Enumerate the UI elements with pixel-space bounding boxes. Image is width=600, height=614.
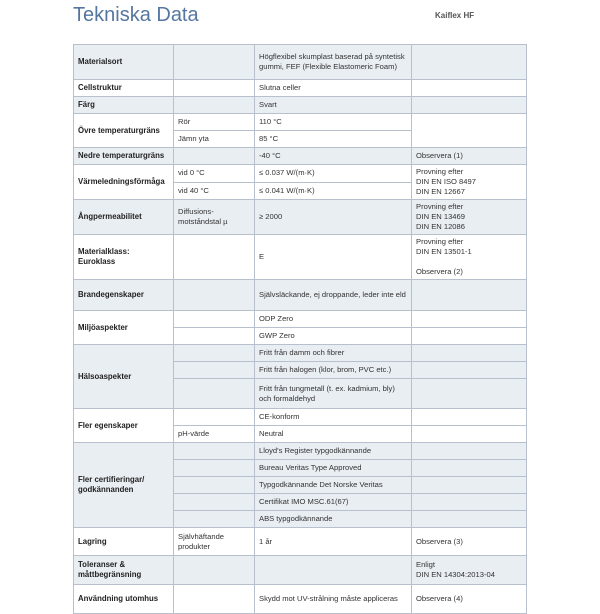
sub-empty xyxy=(174,556,255,585)
value-varme-2: ≤ 0.041 W/(m·K) xyxy=(255,182,412,200)
sub-empty xyxy=(174,443,255,460)
value-fler-cert-3: Typgodkännande Det Norske Veritas xyxy=(255,477,412,494)
label-materialklass xyxy=(74,235,174,280)
note-empty xyxy=(412,45,527,80)
note-angperm-line2: DIN EN 13469 xyxy=(416,212,465,221)
label-angperm: Ångpermeabilitet xyxy=(74,200,174,235)
note-empty xyxy=(412,97,527,114)
row-nedre xyxy=(74,148,527,165)
label-ovre: Övre temperaturgräns xyxy=(74,114,174,148)
row-angperm xyxy=(74,200,527,235)
sub-empty xyxy=(174,328,255,345)
note-varme-line1: Provning efter xyxy=(416,167,464,176)
label-miljo: Miljöaspekter xyxy=(74,311,174,345)
label-fler-cert xyxy=(74,443,174,528)
note-materialklass-line1: Provning efter xyxy=(416,237,464,246)
value-farg: Svart xyxy=(255,97,412,114)
note-empty xyxy=(412,426,527,443)
label-materialklass-line2: Euroklass xyxy=(78,257,116,266)
row-halso-1 xyxy=(74,345,527,362)
note-materialklass xyxy=(412,235,527,280)
note-nedre: Observera (1) xyxy=(412,148,527,165)
value-materialklass: E xyxy=(255,235,412,280)
note-angperm xyxy=(412,200,527,235)
note-varme-line2: DIN EN ISO 8497 xyxy=(416,177,476,186)
note-varme xyxy=(412,165,527,200)
sub-lagring: Självhäftande produkter xyxy=(174,528,255,556)
sub-empty xyxy=(174,494,255,511)
note-materialklass-line2: DIN EN 13501-1 xyxy=(416,247,472,256)
sub-ovre-2: Jämn yta xyxy=(174,131,255,148)
product-name: Kaiflex HF xyxy=(435,11,475,20)
sub-empty xyxy=(174,460,255,477)
note-empty xyxy=(412,511,527,528)
row-varme-1 xyxy=(74,165,527,183)
page-title: Tekniska Data xyxy=(73,4,199,26)
row-toleranser xyxy=(74,556,527,585)
sub-empty xyxy=(174,80,255,97)
note-empty xyxy=(412,328,527,345)
value-halso-2: Fritt från halogen (klor, brom, PVC etc.) xyxy=(255,362,412,379)
value-miljo-1: ODP Zero xyxy=(255,311,412,328)
row-brand xyxy=(74,280,527,311)
value-angperm: ≥ 2000 xyxy=(255,200,412,235)
row-fler-egenskaper-1 xyxy=(74,409,527,426)
sub-empty xyxy=(174,280,255,311)
value-halso-3: Fritt från tungmetall (t. ex. kadmium, bly) och formaldehyd xyxy=(255,379,412,409)
label-varme: Värmeledningsförmåga xyxy=(74,165,174,200)
value-fler-cert-2: Bureau Veritas Type Approved xyxy=(255,460,412,477)
label-fler-egenskaper: Fler egenskaper xyxy=(74,409,174,443)
sub-empty xyxy=(174,585,255,614)
value-lagring: 1 år xyxy=(255,528,412,556)
label-toleranser-line2: måttbegränsning xyxy=(78,570,142,579)
value-ovre-2: 85 °C xyxy=(255,131,412,148)
value-varme-1: ≤ 0.037 W/(m·K) xyxy=(255,165,412,183)
note-angperm-line1: Provning efter xyxy=(416,202,464,211)
label-cellstruktur: Cellstruktur xyxy=(74,80,174,97)
label-toleranser-line1: Toleranser & xyxy=(78,560,126,569)
note-angperm-line3: DIN EN 12086 xyxy=(416,222,465,231)
label-toleranser xyxy=(74,556,174,585)
row-lagring xyxy=(74,528,527,556)
row-materialklass xyxy=(74,235,527,280)
value-anvandning: Skydd mot UV-strålning måste appliceras xyxy=(255,585,412,614)
note-empty xyxy=(412,362,527,379)
note-toleranser xyxy=(412,556,527,585)
note-empty xyxy=(412,460,527,477)
row-ovre-1 xyxy=(74,114,527,131)
value-halso-1: Fritt från damm och fibrer xyxy=(255,345,412,362)
value-fler-cert-4: Certifikat IMO MSC.61(67) xyxy=(255,494,412,511)
note-empty xyxy=(412,114,527,148)
sub-empty xyxy=(174,511,255,528)
label-materialsort: Materialsort xyxy=(74,45,174,80)
note-lagring: Observera (3) xyxy=(412,528,527,556)
value-nedre: -40 °C xyxy=(255,148,412,165)
sub-empty xyxy=(174,45,255,80)
sub-empty xyxy=(174,409,255,426)
technical-data-table xyxy=(73,44,527,614)
row-farg xyxy=(74,97,527,114)
sub-empty xyxy=(174,477,255,494)
note-empty xyxy=(412,80,527,97)
label-fler-cert-line2: godkännanden xyxy=(78,485,134,494)
sub-empty xyxy=(174,97,255,114)
row-anvandning xyxy=(74,585,527,614)
note-toleranser-line1: Enligt xyxy=(416,560,435,569)
value-fler-cert-1: Lloyd's Register typgodkännande xyxy=(255,443,412,460)
row-materialsort xyxy=(74,45,527,80)
sub-empty xyxy=(174,311,255,328)
label-lagring: Lagring xyxy=(74,528,174,556)
note-empty xyxy=(412,443,527,460)
value-empty xyxy=(255,556,412,585)
note-empty xyxy=(412,280,527,311)
sub-varme-2: vid 40 °C xyxy=(174,182,255,200)
note-anvandning: Observera (4) xyxy=(412,585,527,614)
note-empty xyxy=(412,409,527,426)
note-empty xyxy=(412,477,527,494)
sub-angperm: Diffusions-motståndstal µ xyxy=(174,200,255,235)
note-toleranser-line2: DIN EN 14304:2013-04 xyxy=(416,570,495,579)
value-brand: Självsläckande, ej droppande, leder inte eld xyxy=(255,280,412,311)
sub-empty xyxy=(174,148,255,165)
note-empty xyxy=(412,494,527,511)
note-empty xyxy=(412,311,527,328)
sub-empty xyxy=(174,235,255,280)
sub-empty xyxy=(174,379,255,409)
sub-ovre-1: Rör xyxy=(174,114,255,131)
note-empty xyxy=(412,345,527,362)
label-fler-cert-line1: Fler certifieringar/ xyxy=(78,475,145,484)
sub-fler-egenskaper-2: pH-värde xyxy=(174,426,255,443)
label-farg: Färg xyxy=(74,97,174,114)
label-brand: Brandegenskaper xyxy=(74,280,174,311)
row-fler-cert-1 xyxy=(74,443,527,460)
note-empty xyxy=(412,379,527,409)
note-varme-line3: DIN EN 12667 xyxy=(416,187,465,196)
row-cellstruktur xyxy=(74,80,527,97)
row-miljo-1 xyxy=(74,311,527,328)
note-materialklass-line3: Observera (2) xyxy=(416,267,463,276)
value-materialsort: Högflexibel skumplast baserad på syntetisk gummi, FEF (Flexible Elastomeric Foam) xyxy=(255,45,412,80)
value-fler-cert-5: ABS typgodkännande xyxy=(255,511,412,528)
label-anvandning: Användning utomhus xyxy=(74,585,174,614)
value-miljo-2: GWP Zero xyxy=(255,328,412,345)
sub-empty xyxy=(174,362,255,379)
sub-varme-1: vid 0 °C xyxy=(174,165,255,183)
value-ovre-1: 110 °C xyxy=(255,114,412,131)
value-cellstruktur: Slutna celler xyxy=(255,80,412,97)
label-halso: Hälsoaspekter xyxy=(74,345,174,409)
label-nedre: Nedre temperaturgräns xyxy=(74,148,174,165)
label-materialklass-line1: Materialklass: xyxy=(78,247,130,256)
value-fler-egenskaper-1: CE-konform xyxy=(255,409,412,426)
value-fler-egenskaper-2: Neutral xyxy=(255,426,412,443)
sub-empty xyxy=(174,345,255,362)
